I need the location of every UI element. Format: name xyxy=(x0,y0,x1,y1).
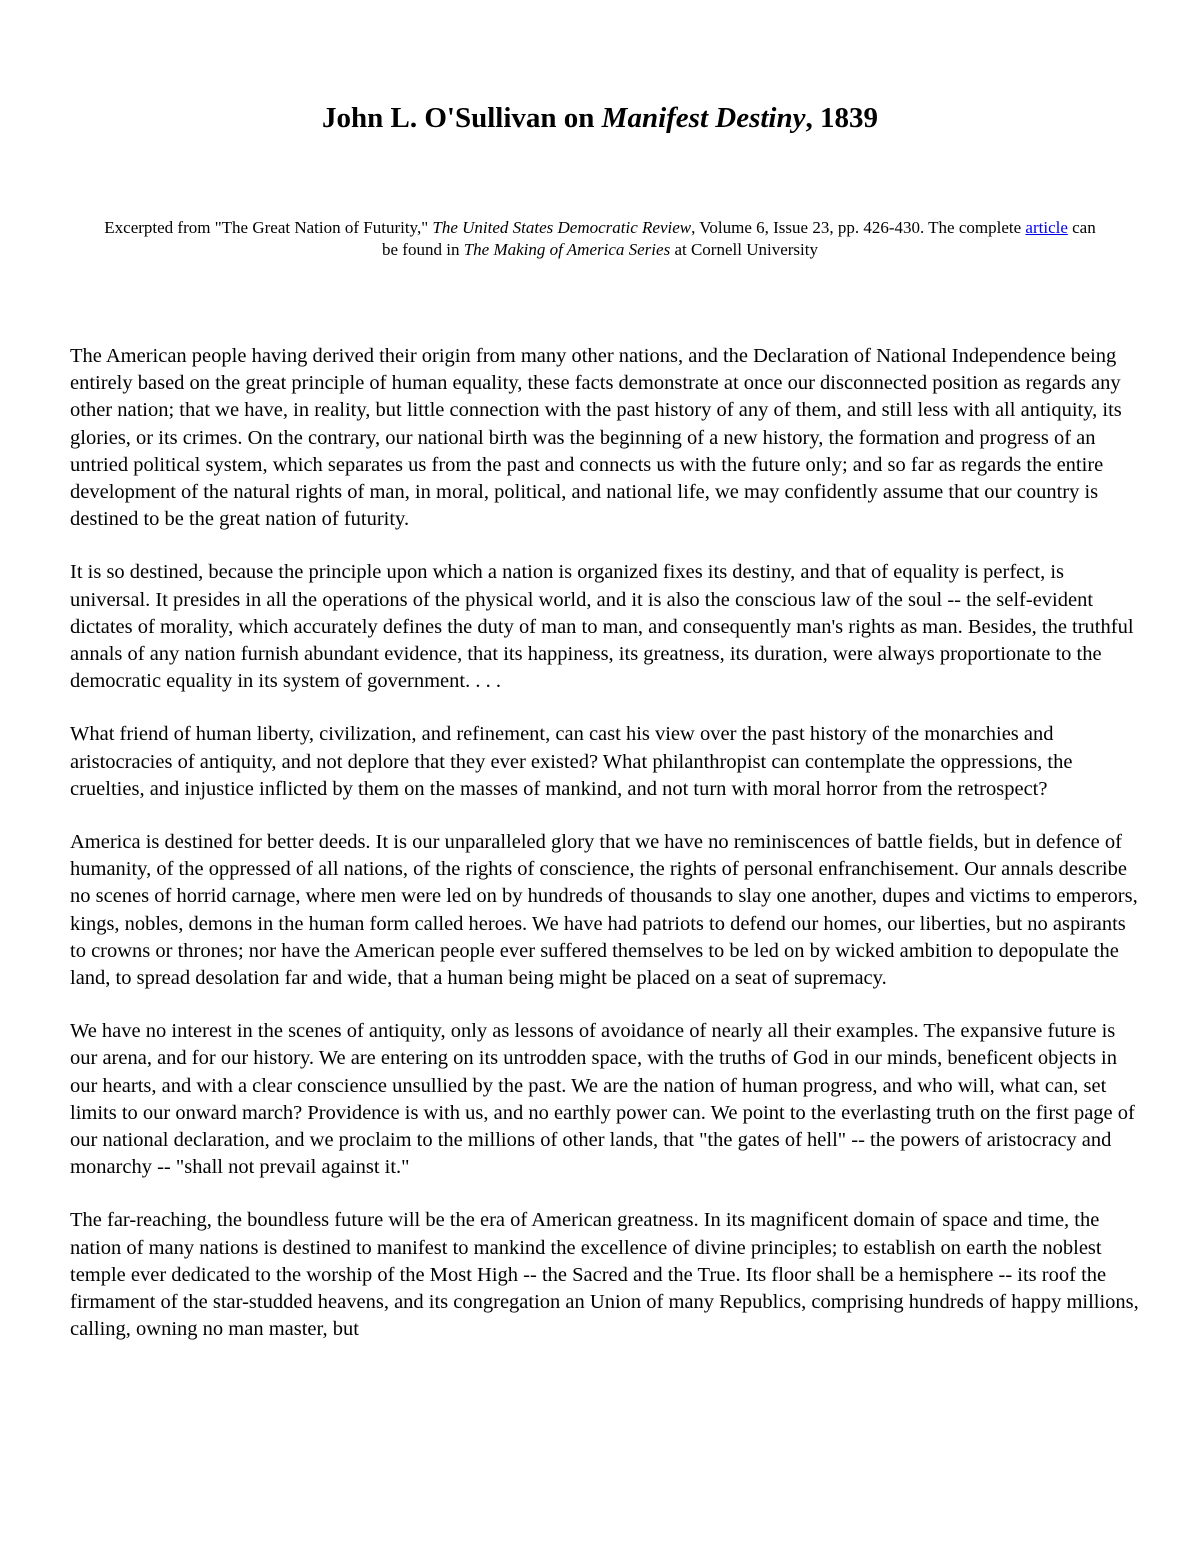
source-note-part4: at Cornell University xyxy=(670,240,818,259)
body-text xyxy=(70,343,1140,1370)
title-suffix: , 1839 xyxy=(805,102,878,134)
source-note xyxy=(100,217,1100,261)
paragraph-5: We have no interest in the scenes of antiquity, only as lessons of avoidance of nearly all their examples. The expansive future is our arena, and for our history. We are entering on its untrodden space, with the truths of God in our minds, beneficent objects in our hearts, and with a clear conscience unsullied by the past. We are the nation of human progress, and who will, what can, set limits to our onward march? Providence is with us, and no earthly power can. We point to the everlasting truth on the first page of our national declaration, and we proclaim to the millions of other lands, that "the gates of hell" -- the powers of aristocracy and monarchy -- "shall not prevail against it." xyxy=(70,1020,1135,1179)
paragraph-1: The American people having derived their origin from many other nations, and the Declaration of National Independence being entirely based on the great principle of human equality, these facts demonstrate at once our disconnected position as regards any other nation; that we have, in reality, but little connection with the past history of any of them, and still less with all antiquity, its glories, or its crimes. On the contrary, our national birth was the beginning of a new history, the formation and progress of an untried political system, which separates us from the past and connects us with the future only; and so far as regards the entire development of the natural rights of man, in moral, political, and national life, we may confidently assume that our country is destined to be the great nation of futurity. xyxy=(70,345,1122,531)
paragraph-4: America is destined for better deeds. It is our unparalleled glory that we have no reminiscences of battle fields, but in defence of humanity, of the oppressed of all nations, of the rights of conscience, the rights of personal enfranchisement. Our annals describe no scenes of horrid carnage, where men were led on by hundreds of thousands to slay one another, dupes and victims to emperors, kings, nobles, demons in the human form called heroes. We have had patriots to defend our homes, our liberties, but no aspirants to crowns or thrones; nor have the American people ever suffered themselves to be led on by wicked ambition to depopulate the land, to spread desolation far and wide, that a human being might be placed on a seat of supremacy. xyxy=(70,831,1138,990)
paragraph-6: The far-reaching, the boundless future will be the era of American greatness. In its magnificent domain of space and time, the nation of many nations is destined to manifest to mankind the excellence of divine principles; to establish on earth the noblest temple ever dedicated to the worship of the Most High -- the Sacred and the True. Its floor shall be a hemisphere -- its roof the firmament of the star-studded heavens, and its congregation an Union of many Republics, comprising hundreds of happy millions, calling, owning no man master, but xyxy=(70,1209,1139,1341)
paragraph-2: It is so destined, because the principle upon which a nation is organized fixes its destiny, and that of equality is perfect, is universal. It presides in all the operations of the physical world, and it is also the conscious law of the soul -- the self-evident dictates of morality, which accurately defines the duty of man to man, and consequently man's rights as man. Besides, the truthful annals of any nation furnish abundant evidence, that its happiness, its greatness, its duration, were always proportionate to the democratic equality in its system of government. . . . xyxy=(70,561,1134,693)
source-note-part2: , Volume 6, Issue 23, pp. 426-430. The complete xyxy=(691,218,1026,237)
source-note-part1: Excerpted from "The Great Nation of Futurity," xyxy=(104,218,433,237)
page-title xyxy=(0,98,1200,138)
source-journal: The United States Democratic Review xyxy=(432,218,692,237)
source-note-part3: can be found in xyxy=(382,218,1096,259)
paragraph-3: What friend of human liberty, civilization, and refinement, can cast his view over the past history of the monarchies and aristocracies of antiquity, and not deplore that they ever existed? What philanthropist can contemplate the oppressions, the cruelties, and injustice inflicted by them on the masses of mankind, and not turn with moral horror from the retrospect? xyxy=(70,723,1073,800)
source-series: The Making of America Series xyxy=(463,240,671,259)
title-italic: Manifest Destiny xyxy=(601,102,806,134)
article-link[interactable]: article xyxy=(1025,218,1068,237)
title-prefix: John L. O'Sullivan on xyxy=(322,102,602,134)
